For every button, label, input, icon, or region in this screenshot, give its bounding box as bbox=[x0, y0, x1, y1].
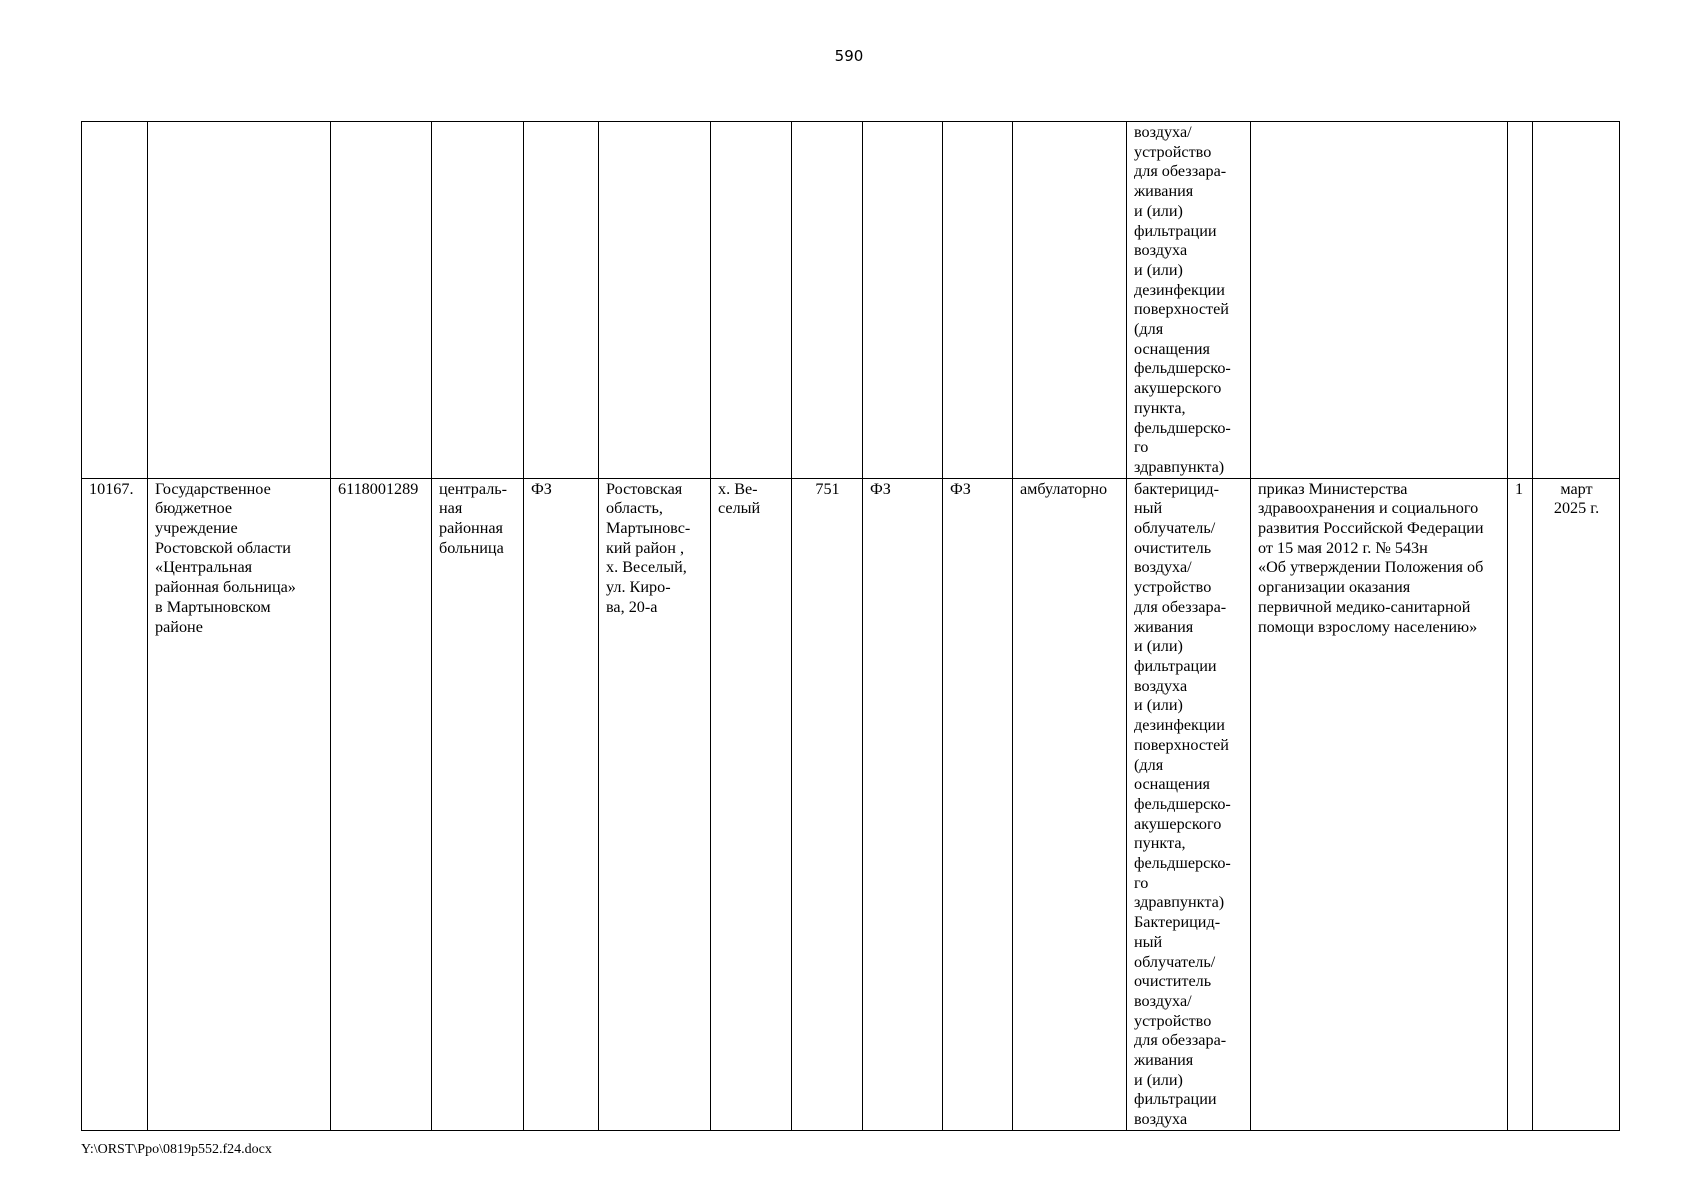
cell-equipment: воздуха/ устройство для обеззара- живания и (или) фильтрации воздуха и (или) дезинфекции поверхностей (для оснащения фельдшерско- акушерского пункта, фельдшерско- го здравпункта) bbox=[1127, 122, 1251, 479]
cell-care-form: амбулаторно bbox=[1013, 478, 1127, 1130]
cell-settlement: х. Ве- селый bbox=[711, 478, 792, 1130]
table-row bbox=[82, 478, 1620, 1130]
cell-basis bbox=[1251, 122, 1508, 479]
cell-inn bbox=[331, 122, 432, 479]
cell-col9 bbox=[863, 122, 943, 479]
cell-col10 bbox=[943, 122, 1013, 479]
cell-num bbox=[82, 122, 148, 479]
footer-file-path: Y:\ORST\Ppo\0819p552.f24.docx bbox=[81, 1142, 272, 1157]
table-row-continuation bbox=[82, 122, 1620, 479]
cell-type: централь- ная районная больница bbox=[432, 478, 524, 1130]
cell-inn: 6118001289 bbox=[331, 478, 432, 1130]
cell-population: 751 bbox=[792, 478, 863, 1130]
cell-equipment: бактерицид- ный облучатель/ очиститель воздуха/ устройство для обеззара- живания и (или) фильтрации воздуха и (или) дезинфекции поверхностей (для оснащения фельдшерско- акушерского пункта, фельдшерско- го здравпункта) Бактерицид- ный облучатель/ очиститель воздуха/ устройство для обеззара- живания и (или) фильтрации воздуха bbox=[1127, 478, 1251, 1130]
cell-population bbox=[792, 122, 863, 479]
cell-name: Государственное бюджетное учреждение Ростовской области «Центральная районная больница» в Мартыновском районе bbox=[148, 478, 331, 1130]
registry-table bbox=[81, 121, 1620, 1131]
page-number: 590 bbox=[834, 47, 864, 65]
cell-quantity bbox=[1508, 122, 1533, 479]
cell-name bbox=[148, 122, 331, 479]
cell-address bbox=[599, 122, 711, 479]
cell-col9: ФЗ bbox=[863, 478, 943, 1130]
cell-type bbox=[432, 122, 524, 479]
cell-settlement bbox=[711, 122, 792, 479]
cell-quantity: 1 bbox=[1508, 478, 1533, 1130]
cell-date: март 2025 г. bbox=[1533, 478, 1620, 1130]
cell-care-form bbox=[1013, 122, 1127, 479]
cell-num: 10167. bbox=[82, 478, 148, 1130]
cell-address: Ростовская область, Мартыновс- кий район , х. Веселый, ул. Киро- ва, 20-а bbox=[599, 478, 711, 1130]
cell-col10: ФЗ bbox=[943, 478, 1013, 1130]
cell-law bbox=[524, 122, 599, 479]
cell-date bbox=[1533, 122, 1620, 479]
cell-basis: приказ Министерства здравоохранения и социального развития Российской Федерации от 15 мая 2012 г. № 543н «Об утверждении Положения об организации оказания первичной медико-санитарной помощи взрослому населению» bbox=[1251, 478, 1508, 1130]
cell-law: ФЗ bbox=[524, 478, 599, 1130]
